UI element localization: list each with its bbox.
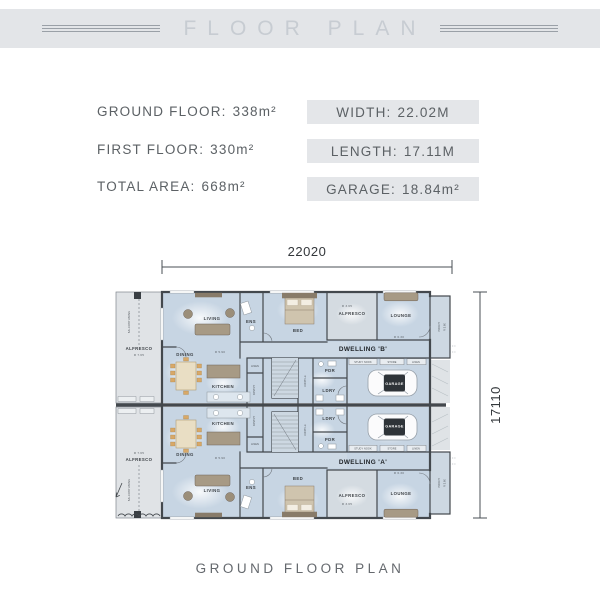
stat-value: 338m²: [232, 104, 277, 119]
party-wall: [116, 403, 446, 406]
stat-label: LENGTH:: [330, 143, 398, 159]
stat-value: 18.84m²: [401, 181, 460, 197]
label-study-nook: STUDY NOOK: [354, 361, 372, 365]
room-label-lounge: LOUNGE: [390, 491, 412, 496]
annotation-r630: R 6.30: [393, 335, 405, 339]
room-label-kitchen: KITCHEN: [212, 384, 234, 389]
header-banner: [0, 9, 600, 48]
stat-label: GROUND FLOOR:: [97, 104, 227, 119]
room-label-pantry: PANTRY: [253, 384, 256, 396]
stat-label: FIRST FLOOR:: [97, 142, 205, 157]
label-store: STORE: [387, 447, 397, 451]
dwelling-a-title: DWELLING 'A': [338, 459, 388, 466]
room-label-garage: GARAGE: [385, 424, 404, 429]
stat-garage-box: [307, 177, 479, 201]
room-label-pantry: PANTRY: [253, 415, 256, 427]
annotation-porch-r360: R 3.60: [443, 323, 447, 331]
label-linen-2: LINEN: [412, 361, 420, 365]
stat-total-area: [97, 179, 246, 194]
label-linen-2: LINEN: [412, 447, 420, 451]
floor-plan-drawing: [100, 240, 520, 530]
room-label-porch: PORCH: [438, 478, 441, 488]
stat-label: WIDTH:: [336, 104, 392, 120]
room-label-garage: GARAGE: [385, 382, 404, 386]
header-rule-right-icon: [440, 25, 558, 32]
room-label-alfresco: ALFRESCO: [338, 493, 366, 498]
annotation-r365: R 3.65: [341, 304, 353, 308]
room-label-porch: PORCH: [438, 322, 441, 332]
label-balcony-above: BALCONY ABOVE: [128, 478, 131, 502]
stat-first-floor: [97, 142, 254, 157]
plan-caption: GROUND FLOOR PLAN: [195, 561, 405, 576]
room-label-pdr: PDR: [324, 368, 336, 373]
room-label-dining: DINING: [176, 452, 194, 457]
room-label-living: LIVING: [203, 316, 221, 321]
annotation-porch-r360: R 3.60: [443, 479, 447, 487]
stat-value: 17.11M: [403, 143, 456, 159]
room-label-alfresco-left: ALFRESCO: [125, 346, 153, 351]
room-label-cortile: CORTILE: [304, 375, 307, 387]
stat-value: 330m²: [210, 142, 255, 157]
room-label-ldry: LDRY: [322, 388, 336, 393]
dwelling-a-geometry: [116, 407, 456, 519]
annotation-r765: R 7.65: [133, 451, 145, 455]
dwelling-half-geometry: [116, 291, 456, 403]
room-label-lounge: LOUNGE: [390, 313, 412, 318]
annotation-r590: R 5.90: [214, 456, 226, 460]
stat-value: 668m²: [201, 179, 246, 194]
room-label-alfresco: ALFRESCO: [338, 311, 366, 316]
annotation-r630: R 6.30: [393, 471, 405, 475]
room-label-cortile: CORTILE: [304, 424, 307, 436]
floor-plan-svg: [100, 240, 520, 530]
label-store: STORE: [387, 361, 397, 365]
room-label-kitchen: KITCHEN: [212, 421, 234, 426]
room-label-bed: BED: [292, 476, 304, 481]
dwelling-b-title: DWELLING 'B': [338, 346, 388, 353]
room-label-linen: LINEN: [251, 443, 259, 446]
stat-length-box: [307, 139, 479, 163]
annotation-r765: R 7.65: [133, 353, 145, 357]
annotation-r365: R 3.65: [341, 502, 353, 506]
dimension-length: [473, 292, 503, 518]
stat-value: 22.02M: [397, 104, 450, 120]
annotation-r590: R 5.90: [214, 350, 226, 354]
room-label-living: LIVING: [203, 488, 221, 493]
room-label-ldry: LDRY: [322, 416, 336, 421]
stat-label: GARAGE:: [326, 181, 396, 197]
room-label-dining: DINING: [176, 352, 194, 357]
dimension-width: [162, 244, 452, 274]
room-label-alfresco-left: ALFRESCO: [125, 457, 153, 462]
label-balcony-above: BALCONY ABOVE: [128, 310, 131, 334]
stat-label: TOTAL AREA:: [97, 179, 196, 194]
label-study-nook: STUDY NOOK: [354, 447, 372, 451]
dimension-length-value: 17110: [488, 386, 503, 424]
dimension-width-value: 22020: [287, 244, 327, 259]
stat-width-box: [307, 100, 479, 124]
room-label-ens: ENS: [245, 485, 257, 490]
room-label-pdr: PDR: [324, 437, 336, 442]
page-title: FLOOR PLAN: [183, 16, 427, 40]
room-label-linen: LINEN: [251, 365, 259, 368]
room-label-bed: BED: [292, 328, 304, 333]
stat-ground-floor: [97, 104, 277, 119]
header-rule-left-icon: [42, 25, 160, 32]
room-label-ens: ENS: [245, 319, 257, 324]
